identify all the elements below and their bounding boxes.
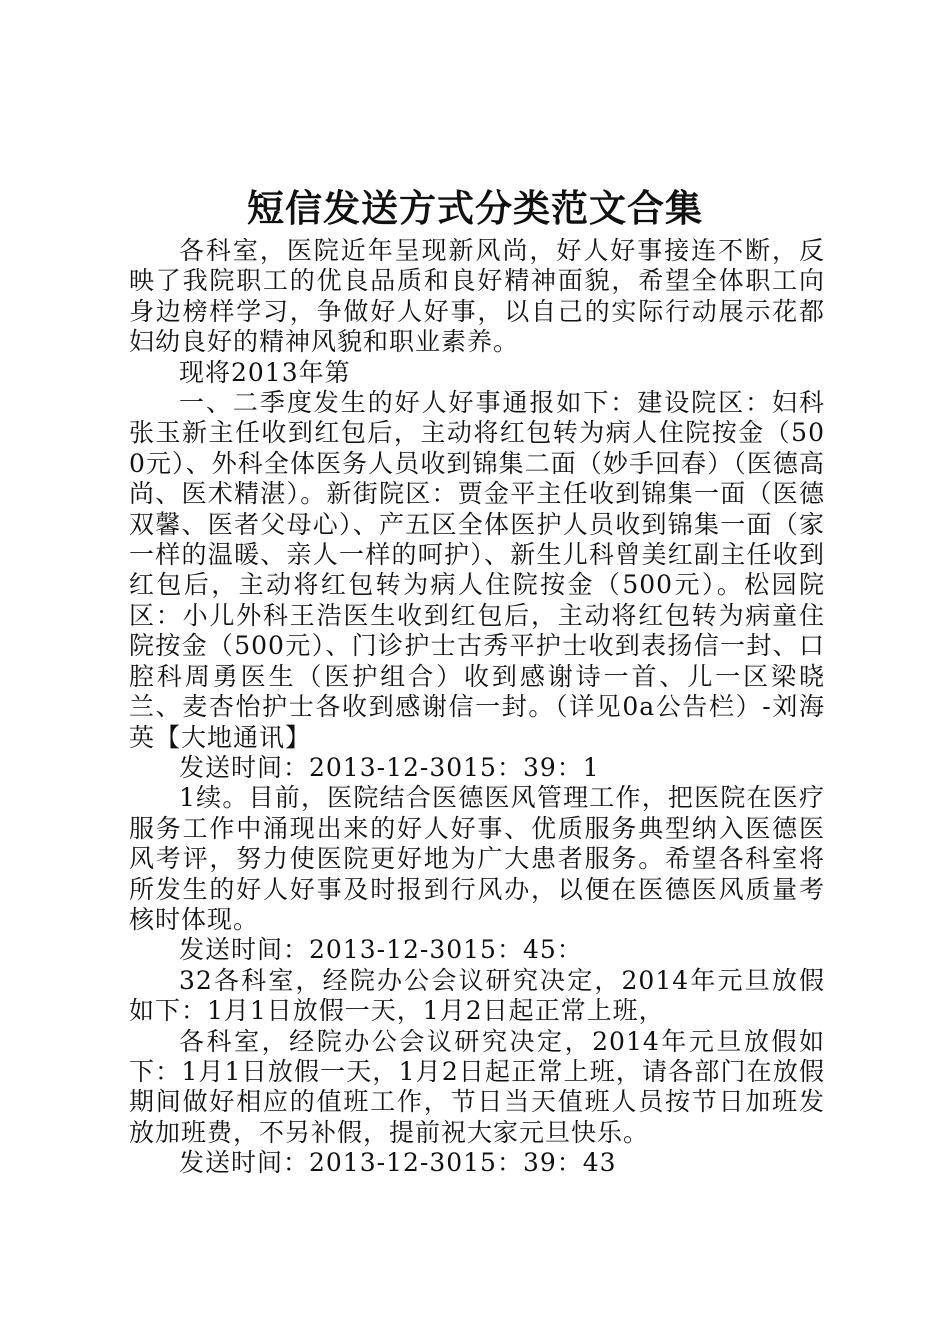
paragraph-intro: 各科室，医院近年呈现新风尚，好人好事接连不断，反映了我院职工的优良品质和良好精神面貌，希望全体职工向身边榜样学习，争做好人好事，以自己的实际行动展示花都妇幼良好的精神风貌和职业素养。 bbox=[129, 236, 825, 357]
document-title: 短信发送方式分类范文合集 bbox=[247, 186, 703, 230]
paragraph-good-deeds-report: 一、二季度发生的好人好事通报如下：建设院区：妇科张玉新主任收到红包后，主动将红包转为病人住院按金（500元）、外科全体医务人员收到锦集二面（妙手回春）（医德高尚、医术精湛）。新街院区：贾金平主任收到锦集一面（医德双馨、医者父母心）、产五区全体医护人员收到锦集一面（家一样的温暖、亲人一样的呵护）、新生儿科曾美红副主任收到红包后，主动将红包转为病人住院按金（500元）。松园院区：小儿外科王浩医生收到红包后，主动将红包转为病童住院按金（500元）、门诊护士古秀平护士收到表扬信一封、口腔科周勇医生（医护组合）收到感谢诗一首、儿一区梁晓兰、麦杏怡护士各收到感谢信一封。（详见0a公告栏）-刘海英【大地通讯】 bbox=[129, 388, 825, 752]
send-time-1: 发送时间：2013-12-3015：39：1 bbox=[179, 752, 600, 782]
paragraph-continuation: 1续。目前，医院结合医德医风管理工作，把医院在医疗服务工作中涌现出来的好人好事、优质服务典型纳入医德医风考评，努力使医院更好地为广大患者服务。希望各科室将所发生的好人好事及时报到行风办，以便在医德医风质量考核时体现。 bbox=[129, 783, 825, 934]
document-body bbox=[129, 236, 825, 1179]
paragraph-holiday-full: 各科室，经院办公会议研究决定，2014年元旦放假如下：1月1日放假一天，1月2日起正常上班，请各部门在放假期间做好相应的值班工作，节日当天值班人员按节日加班发放加班费，不另补假，提前祝大家元旦快乐。 bbox=[129, 1026, 825, 1147]
paragraph-announcement-lead: 现将2013年第 bbox=[179, 357, 351, 387]
send-time-3: 发送时间：2013-12-3015：39：43 bbox=[179, 1148, 617, 1178]
paragraph-holiday-short: 32各科室，经院办公会议研究决定，2014年元旦放假如下：1月1日放假一天，1月2日起正常上班， bbox=[129, 965, 825, 1026]
send-time-2: 发送时间：2013-12-3015：45： bbox=[179, 935, 583, 965]
